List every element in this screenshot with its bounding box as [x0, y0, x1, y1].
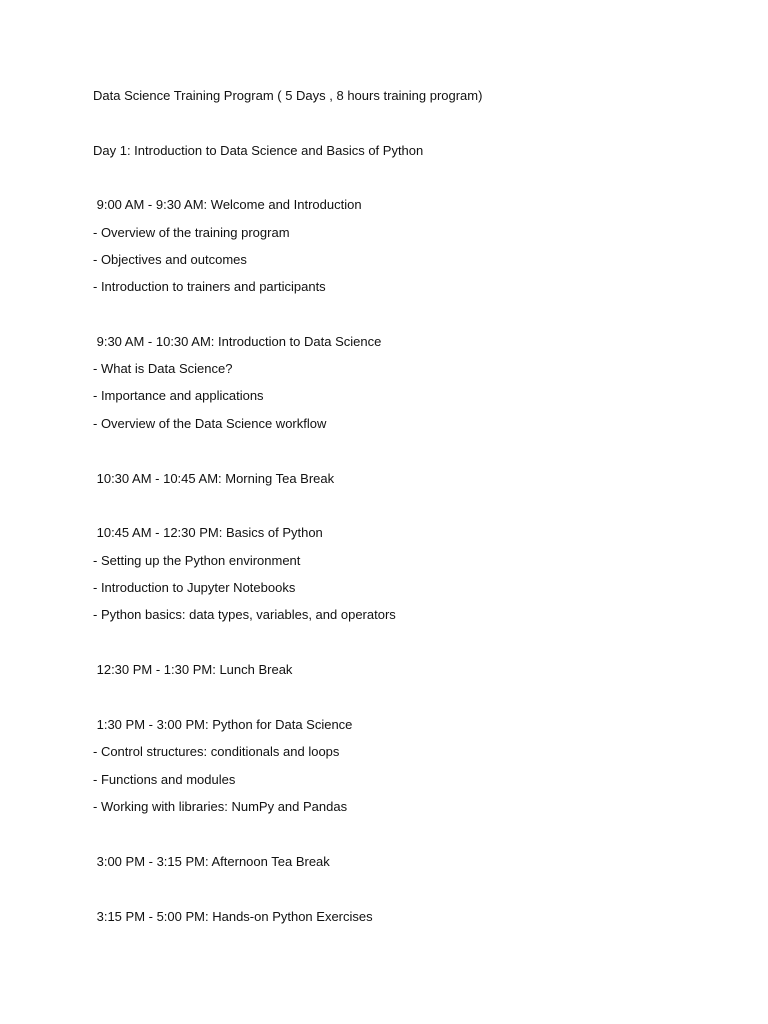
- session-1-item-3: - Introduction to trainers and participants: [93, 279, 326, 294]
- session-6-item-1: - Control structures: conditionals and loops: [93, 744, 340, 759]
- session-4-item-3: - Python basics: data types, variables, and operators: [93, 607, 396, 622]
- session-2-item-3: - Overview of the Data Science workflow: [93, 416, 327, 431]
- session-6-item-2: - Functions and modules: [93, 772, 236, 787]
- session-2-item-2: - Importance and applications: [93, 388, 264, 403]
- session-2-item-1: - What is Data Science?: [93, 361, 233, 376]
- session-1-item-2: - Objectives and outcomes: [93, 252, 247, 267]
- session-1-title: 9:00 AM - 9:30 AM: Welcome and Introduction: [93, 197, 362, 212]
- session-2-title: 9:30 AM - 10:30 AM: Introduction to Data Science: [93, 334, 382, 349]
- session-7-title: 3:00 PM - 3:15 PM: Afternoon Tea Break: [93, 854, 330, 869]
- day1-heading: Day 1: Introduction to Data Science and Basics of Python: [93, 143, 424, 158]
- session-8-title: 3:15 PM - 5:00 PM: Hands-on Python Exercises: [93, 909, 373, 924]
- session-4-item-1: - Setting up the Python environment: [93, 553, 301, 568]
- session-4-item-2: - Introduction to Jupyter Notebooks: [93, 580, 296, 595]
- document-title: Data Science Training Program ( 5 Days , 8 hours training program): [93, 88, 483, 103]
- session-1-item-1: - Overview of the training program: [93, 225, 290, 240]
- session-6-title: 1:30 PM - 3:00 PM: Python for Data Science: [93, 717, 353, 732]
- session-6-item-3: - Working with libraries: NumPy and Pandas: [93, 799, 348, 814]
- session-3-title: 10:30 AM - 10:45 AM: Morning Tea Break: [93, 471, 335, 486]
- session-4-title: 10:45 AM - 12:30 PM: Basics of Python: [93, 525, 323, 540]
- session-5-title: 12:30 PM - 1:30 PM: Lunch Break: [93, 662, 293, 677]
